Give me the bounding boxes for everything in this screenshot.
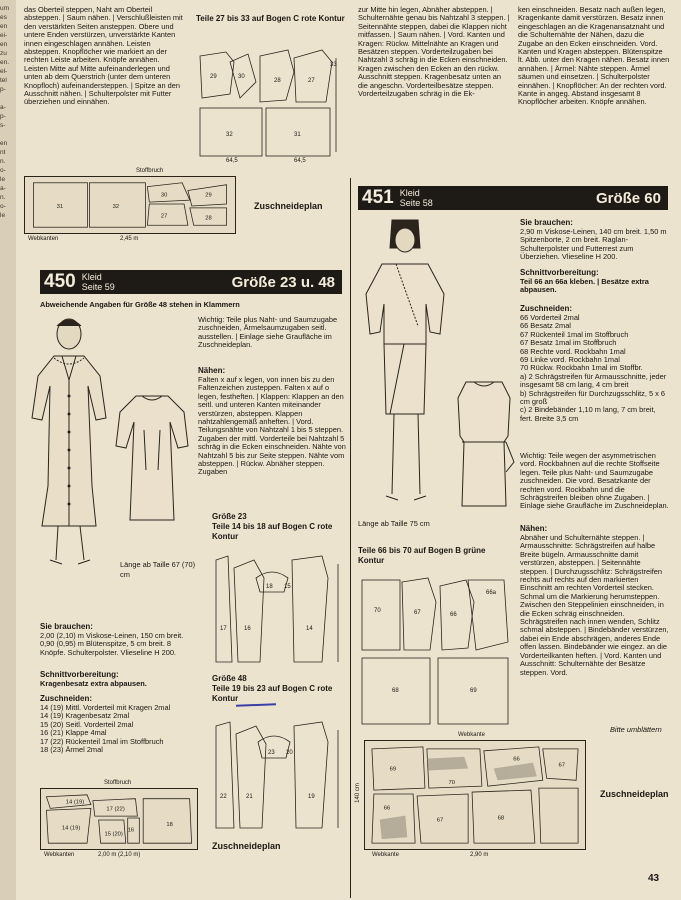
- svg-text:67: 67: [436, 817, 444, 824]
- model-450-prep-title: Schnittvorbereitung:: [40, 670, 119, 679]
- model-451-header: [358, 186, 668, 210]
- page-number: 43: [648, 873, 660, 884]
- svg-text:31: 31: [56, 203, 64, 210]
- top-mid-size-right: 64,5: [294, 158, 306, 164]
- model-451-plan-height: 140 cm: [354, 783, 361, 803]
- model-450-cut-item: 17 (22) Rückenteil 1mal im Stoffbruch: [40, 736, 164, 746]
- svg-text:29: 29: [205, 192, 212, 199]
- svg-text:66a: 66a: [486, 590, 497, 596]
- model-451-plan-width: 2,90 m: [470, 852, 489, 858]
- model-450-brauchen: 2,00 (2,10) m Viskose-Leinen, 150 cm breit. 0,90 (0,95) m Blütenspitze, 5 cm breit. 8 Knöpfe. Schulterpolster. Vlieseline H 200.: [40, 631, 184, 657]
- svg-text:14 (19): 14 (19): [65, 799, 85, 806]
- g48-handwritten-underline: [236, 703, 276, 706]
- model-451-naehen: Abnäher und Schulternähte steppen. | Armausschnitte: Schrägstreifen auf halbe Breite bügeln. Armausschnitte damit verstürzen, absteppen. | Seitennähte steppen. | Durchzugsschlitz: Schrägstreifen rechts auf rechts auf den markierten Einschnitt am rechten Vorderteil stecken. Schmal um die Markierung herumsteppen. Zwischen den Steppelinien einschneiden, in die Ecken schräg einschneiden. Schrägstreifen nach innen wenden, Schlitz schmal absteppen. | Bindebänder verstürzen, dabei ein Ende abschrägen, anderes Ende offen lassen. Bindebänder wie eingez. an die Vorderteilkanten heften. | Vord. Kanten und Ausschnitt: Schulternähte der Besätze steppen. Vord.: [520, 533, 669, 677]
- top-mid-pattern-sheet: [196, 42, 344, 166]
- model-450-length: Länge ab Taille 67 (70) cm: [120, 560, 196, 579]
- model-451-cut-item: 67 Rückenteil 1mal im Stoffbruch: [520, 329, 629, 339]
- svg-text:18: 18: [266, 584, 273, 590]
- model-451-cut-item: 66 Besatz 2mal: [520, 321, 571, 331]
- model-450-size-note: Abweichende Angaben für Größe 48 stehen in Klammern: [40, 300, 240, 309]
- model-450-cut-item: 16 (21) Klappe 4mal: [40, 728, 107, 738]
- svg-text:68: 68: [497, 815, 505, 822]
- svg-text:27: 27: [308, 78, 315, 84]
- model-450-cut-item: 14 (19) Mittl. Vorderteil mit Kragen 2mal: [40, 703, 171, 712]
- model-451-number: 451: [362, 187, 394, 208]
- top-mid-parts-title: Teile 27 bis 33 auf Bogen C rote Kontur: [196, 14, 345, 23]
- model-450-page-ref: Seite 59: [81, 282, 115, 292]
- svg-text:29: 29: [210, 74, 217, 80]
- model-450-plan-webkanten: Webkanten: [44, 852, 75, 858]
- model-450-g23-title: Größe 23: [212, 512, 247, 521]
- model-451-plan-webkante-bottom: Webkante: [372, 852, 399, 858]
- model-451-continue: Bitte umblättern: [610, 725, 662, 734]
- model-450-number: 450: [44, 271, 76, 292]
- svg-text:67: 67: [414, 610, 421, 616]
- top-left-layout-stoffbruch: Stoffbruch: [136, 168, 164, 174]
- model-451-brauchen: 2,90 m Viskose-Leinen, 140 cm breit. 1,50 m Spitzenborte, 2 cm breit. Raglan-Schulterpolster und Futterrest zum Überziehen. Vlieseline H 200.: [520, 227, 667, 262]
- svg-text:68: 68: [392, 688, 399, 694]
- svg-text:15: 15: [284, 584, 291, 590]
- model-450-naehen-title: Nähen:: [198, 366, 226, 375]
- model-450-naehen: Falten x auf x legen, von innen bis zu den Faltenzeichen zusteppen. Falten x auf o legen, festheften. | Klappen: Klappen an den seitl. und unteren Kanten miteinander verstürzen, absteppen. Klappen nahtzahlengemäß anheften. | Vord. Teilungsnähte von Nahtzahl 1 bis 5 steppen. Zugaben der mittl. Vorderteile bei Nahtzahl 5 schräg in die Ecken einschneiden. Nähte von Nahtzahl 5 bis zur Seite steppen. Nähte vom absteppen. | Rückw. Abnäher steppen. Zugaben: [198, 375, 346, 477]
- model-451-cut-list: [520, 314, 670, 423]
- model-451-plan-webkante-top: Webkante: [458, 732, 485, 738]
- svg-text:15 (20): 15 (20): [104, 831, 123, 838]
- model-451-cut-item: 69 Linke vord. Rockbahn 1mal: [520, 355, 620, 365]
- svg-text:32: 32: [226, 132, 233, 138]
- model-450-plan-title: Zuschneideplan: [212, 841, 281, 851]
- model-451-naehen-title: Nähen:: [520, 524, 548, 533]
- svg-text:23: 23: [268, 750, 275, 756]
- model-451-length: Länge ab Taille 75 cm: [358, 519, 430, 528]
- section-divider-vertical: [350, 178, 351, 898]
- model-451-cut-item: c) 2 Bindebänder 1,10 m lang, 7 cm breit, fert. Breite 3,5 cm: [520, 405, 656, 423]
- model-451-prep-title: Schnittvorbereitung:: [520, 268, 599, 277]
- svg-text:31: 31: [294, 132, 301, 138]
- model-450-cut-item: 18 (23) Ärmel 2mal: [40, 745, 103, 755]
- svg-text:70: 70: [374, 608, 381, 614]
- model-450-kind: Kleid: [81, 272, 102, 282]
- svg-text:20: 20: [286, 750, 293, 756]
- model-450-dress-front-illustration: [26, 316, 112, 572]
- top-left-cutting-layout: [24, 176, 236, 234]
- model-451-dress-front-illustration: [360, 214, 452, 514]
- svg-text:17: 17: [220, 626, 227, 632]
- model-451-brauchen-title: Sie brauchen:: [520, 218, 573, 227]
- top-mid-size-left: 64,5: [226, 158, 238, 164]
- model-451-wichtig: Wichtig: Teile wegen der asymmetrischen vord. Rockbahnen auf die rechte Stoffseite legen. Teile plus Naht- und Saumzugabe zuschneiden. Die vord. Besatzkante der rechten vord. Rockbahn und die Schrägstreifen bleiben ohne Zugaben. | Einlage siehe Graufläche im Zuschneideplan.: [520, 451, 669, 511]
- svg-text:69: 69: [389, 766, 397, 773]
- model-450-cut-list: [40, 704, 196, 754]
- svg-text:66: 66: [383, 805, 391, 812]
- model-450-cutting-layout: [40, 788, 198, 850]
- model-451-cut-item: 68 Rechte vord. Rockbahn 1mal: [520, 346, 626, 356]
- model-450-plan-width: 2,00 m (2,10 m): [98, 852, 141, 858]
- model-450-dress-back-illustration: [112, 390, 192, 530]
- model-451-cut-item: a) 2 Schrägstreifen für Armausschnitte, jeder insgesamt 58 cm lang, 4 cm breit: [520, 371, 667, 390]
- model-451-parts-title: Teile 66 bis 70 auf Bogen B grüne Kontur: [358, 546, 486, 565]
- model-451-plan-title: Zuschneideplan: [600, 789, 669, 799]
- svg-text:69: 69: [470, 688, 477, 694]
- model-451-pattern-sheet: [358, 572, 514, 732]
- model-450-wichtig: Wichtig: Teile plus Naht- und Saumzugabe zuschneiden, Ärmelsaumzugaben seitl. ausstellen. | Einlage siehe Graufläche im Zuschneideplan.: [198, 315, 338, 350]
- model-451-kind: Kleid: [399, 188, 420, 198]
- svg-text:16: 16: [244, 626, 251, 632]
- svg-text:70: 70: [448, 780, 456, 787]
- model-451-cut-item: 66 Vorderteil 2mal: [520, 313, 580, 322]
- svg-text:14 (19): 14 (19): [61, 825, 81, 832]
- model-451-cut-item: 70 Rückw. Rockbahn 1mal im Stoffbr.: [520, 363, 643, 373]
- model-450-prep: Kragenbesatz extra abpausen.: [40, 679, 147, 688]
- model-450-cut-item: 15 (20) Seitl. Vorderteil 2mal: [40, 719, 134, 729]
- svg-text:32: 32: [112, 203, 120, 210]
- svg-text:17 (22): 17 (22): [106, 806, 125, 813]
- top-left-layout-width: 2,45 m: [120, 236, 139, 242]
- svg-text:30: 30: [160, 192, 168, 199]
- model-451-cut-item: 67 Besatz 1mal im Stoffbruch: [520, 338, 617, 348]
- svg-text:27: 27: [160, 213, 168, 220]
- model-451-cutting-layout: [364, 740, 586, 850]
- svg-text:67: 67: [558, 762, 566, 769]
- svg-text:16: 16: [127, 827, 135, 834]
- model-450-g23-parts: Teile 14 bis 18 auf Bogen C rote Kontur: [212, 522, 333, 541]
- model-450-cut-title: Zuschneiden:: [40, 694, 93, 703]
- model-450-g48-pattern-sheet: [210, 712, 346, 838]
- model-451-page-ref: Seite 58: [399, 198, 433, 208]
- top-left-instructions: das Oberteil steppen, Naht am Oberteil absteppen. | Saum nähen. | Verschlußleisten mit den verstärkten Seiten ansteppen. Obere und untere Enden verstürzen, unverstärkte Kanten innen eingeschlagen annähen. Leisten absteppen. Knopflöcher wie markiert an der rechten Leiste arbeiten. Knöpfe annähen. Leisten Mitte auf Mitte aufeinanderlegen und unten ab dem Querstrich (unter dem unteren Knopfloch) aufeinandersteppen. | Spitze an den Ausschnitt nähen. | Schulterpolster mit Futter überziehen und einnähen.: [24, 5, 183, 107]
- model-451-dress-back-illustration: [448, 376, 520, 516]
- svg-text:28: 28: [274, 78, 281, 84]
- model-450-size: Größe 23 u. 48: [231, 273, 335, 291]
- svg-text:19: 19: [308, 794, 315, 800]
- svg-text:66: 66: [513, 756, 520, 763]
- model-451-cut-item: b) Schrägstreifen für Durchzugsschlitz, 5 x 6 cm groß: [520, 388, 665, 407]
- model-451-cut-title: Zuschneiden:: [520, 304, 573, 313]
- svg-text:28: 28: [205, 215, 212, 222]
- svg-text:14: 14: [306, 626, 313, 632]
- model-450-g23-pattern-sheet: [210, 548, 346, 672]
- top-right-instructions-col2: ken einschneiden. Besatz nach außen legen, Kragenkante damit verstürzen. Besatz innen eingeschlagen an die Kragenansatznaht und die Schulternähte der Nähen, dazu die Zugabe an den Ecken einschneiden. Vord. Kanten und Kragen absteppen. Blütenspitze lt. Abb. unter den Kragen nähen. Besatz innen annähen. | Ärmel: Nähte steppen. Ärmel säumen und einsetzen. | Schulterpolster einnähen. | Knopflöcher: An der rechten vord. Kante in angeg. Abstand insgesamt 8 Knopflöcher arbeiten. Knöpfe annähen.: [518, 5, 670, 107]
- svg-text:21: 21: [246, 794, 253, 800]
- top-left-layout-title: Zuschneideplan: [254, 201, 323, 211]
- svg-text:30: 30: [238, 74, 245, 80]
- model-451-size: Größe 60: [595, 189, 661, 207]
- svg-text:18: 18: [166, 821, 173, 828]
- top-left-layout-webkanten: Webkanten: [28, 236, 59, 242]
- svg-text:33: 33: [330, 62, 337, 68]
- top-right-instructions-col1: zur Mitte hin legen, Abnäher absteppen. | Schulternähte genau bis Nahtzahl 3 steppen. | Seitennähte steppen, dabei die Klappen nicht mitfassen. | Saum nähen. | Vord. Kanten und Kragen: Rückw. Mittelnähte an Kragen und Besätzen steppen. Vorderteilzugaben bei Nahtzahl 3 schräg in die Ecken einschneiden. Kragen zwischen den Ecken an den rückw. Ausschnitt steppen. Kragenbesatz unten an die angeschn. Vorderteilbesätze steppen. Vorderteilzugaben schräg in die Ek-: [358, 5, 510, 99]
- model-450-header: [40, 270, 342, 294]
- model-450-g48-title: Größe 48: [212, 674, 247, 683]
- svg-text:22: 22: [220, 794, 227, 800]
- model-450-plan-stoffbruch: Stoffbruch: [104, 780, 132, 786]
- svg-text:66: 66: [450, 612, 457, 618]
- model-450-g48-parts: Teile 19 bis 23 auf Bogen C rote Kontur: [212, 684, 333, 703]
- left-margin-fragments: um es en ei- en zu en. el- tel p- a- p- s- en nt n. o- le a- n. o- le: [0, 0, 16, 900]
- model-450-brauchen-title: Sie brauchen:: [40, 622, 93, 631]
- model-450-cut-item: 14 (19) Kragenbesatz 2mal: [40, 711, 130, 721]
- model-451-prep: Teil 66 an 66a kleben. | Besätze extra abpausen.: [520, 277, 649, 295]
